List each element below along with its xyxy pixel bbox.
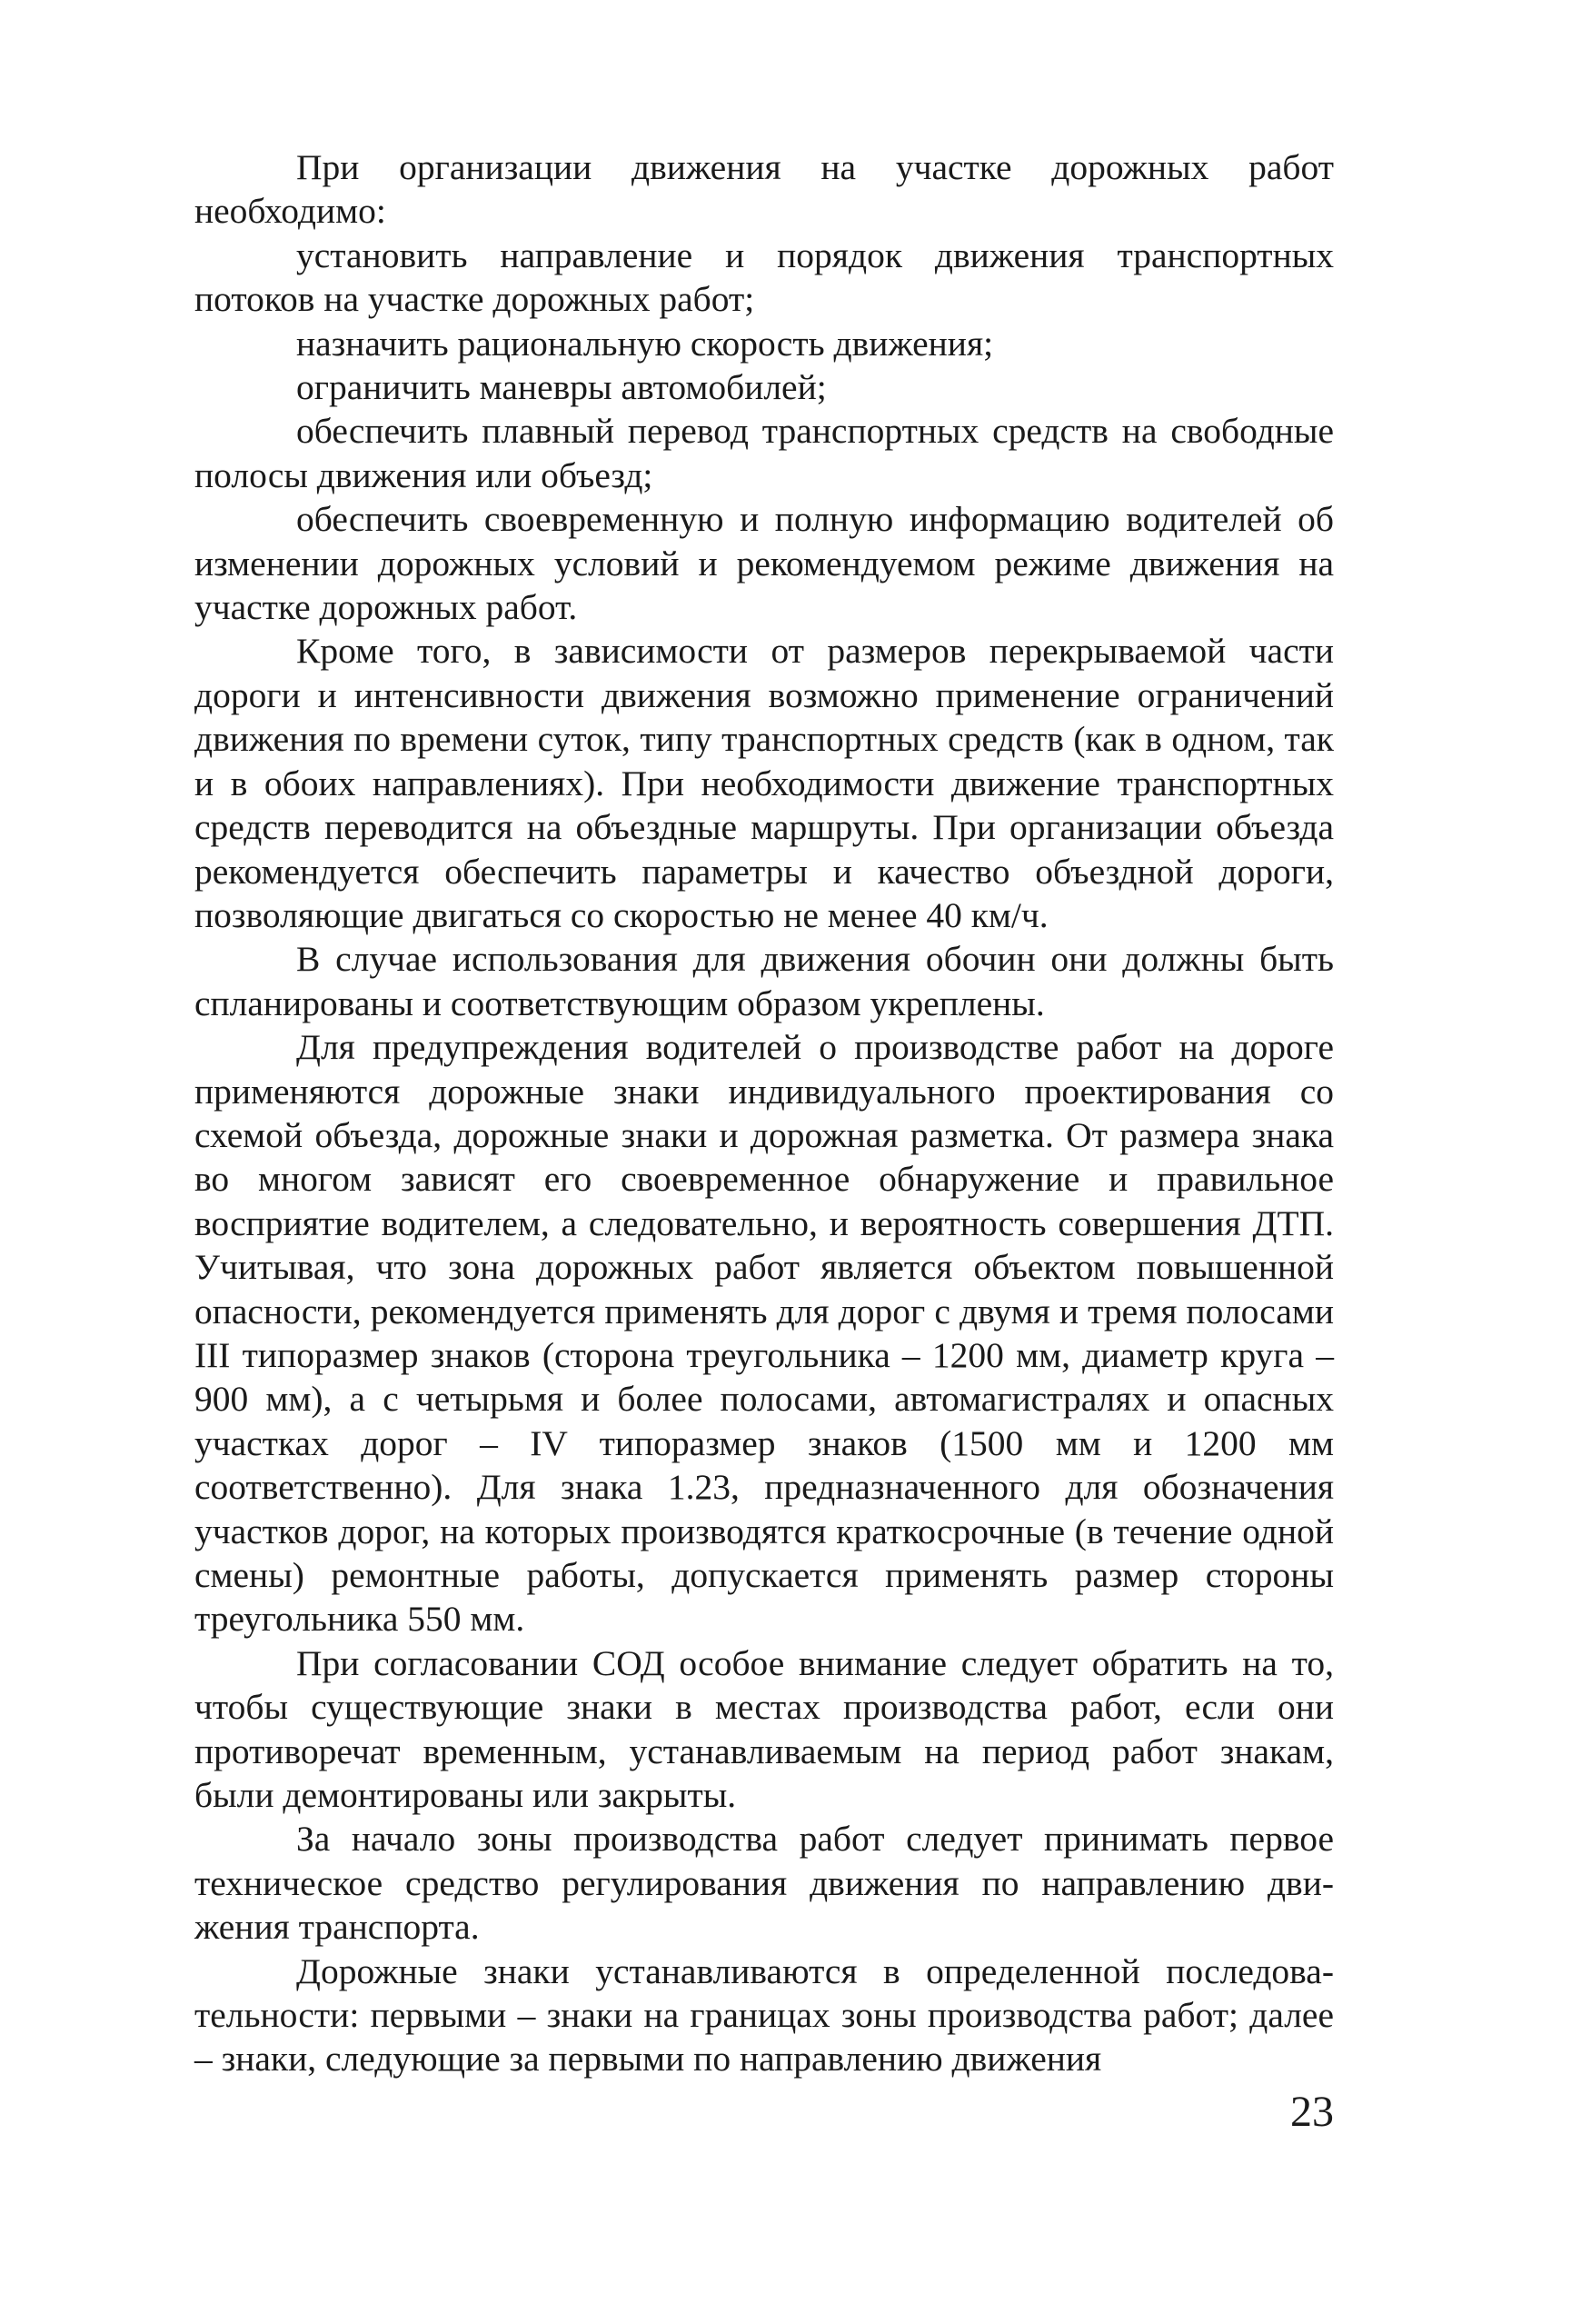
paragraph-sod-approval: При согласовании СОД особое внимание следует обратить на то, чтобы существующие знаки в местах производства работ, если они противоречат временным, устанавливаемым на период работ знакам, были демонтированы или закрыты. [194, 1642, 1334, 1816]
page-body [194, 145, 1334, 2081]
paragraph-sign-sizes: Для предупреждения водителей о производстве работ на дороге применяются дорожные знаки индивидуального проектирования со схемой объезда, дорожные знаки и дорожная разметка. От размера знака во многом зависят его своевременное обнаружение и правильное восприятие водителем, а следовательно, и вероятность совершения ДТП. Учитывая, что зона дорожных работ является объектом повышенной опасности, рекомендуется применять для дорог с двумя и тремя полосами III типоразмер знаков (сторона треугольника – 1200 мм, диаметр круга – 900 мм), а с четырьмя и более полосами, автомагистралях и опасных участках дорог – IV типоразмер знаков (1500 мм и 1200 мм соответственно). Для знака 1.23, предназначенного для обозначения участков дорог, на которых производятся краткосрочные (в течение одной смены) ремонтные работы, допускается применять размер стороны треугольника 550 мм. [194, 1027, 1334, 1640]
paragraph-restrictions: Кроме того, в зависимости от размеров перекрываемой части дороги и интенсивности движения возможно применение ограничений движения по времени суток, типу транспортных средств (как в одном, так и в обоих направлениях). При необходимости движение транспортных средств переводится на объездные маршруты. При организации объезда рекомендуется обеспечить параметры и качество объездной дороги, позволяющие двигаться со скоростью не менее 40 км/ч. [194, 631, 1334, 935]
paragraph-shoulders: В случае использования для движения обочин они должны быть спланированы и соответствующим образом укреплены. [194, 939, 1334, 1023]
paragraph-intro: При организации движения на участке дорожных работ необходимо: [194, 147, 1334, 232]
list-item-driver-info: обеспечить своевременную и полную информацию водителей об изменении дорожных условий и рекомендуемом режиме движения на участке дорожных работ. [194, 499, 1334, 628]
paragraph-zone-start: За начало зоны производства работ следует принимать первое техническое средство регулирования движения по направлению движения транспорта. [194, 1819, 1334, 1948]
list-item-lane-transfer: обеспечить плавный перевод транспортных средств на свободные полосы движения или объезд; [194, 411, 1334, 495]
list-item-direction: установить направление и порядок движения транспортных потоков на участке дорожных работ; [194, 234, 1334, 320]
list-item-speed: назначить рациональную скорость движения; [296, 323, 994, 364]
paragraph-sign-order: Дорожные знаки устанавливаются в определенной последовательности: первыми – знаки на границах зоны производства работ; далее – знаки, следующие за первыми по направлению движения [194, 1950, 1334, 2080]
list-item-maneuvers: ограничить маневры автомобилей; [296, 367, 827, 408]
page-number: 23 [1290, 2088, 1334, 2136]
